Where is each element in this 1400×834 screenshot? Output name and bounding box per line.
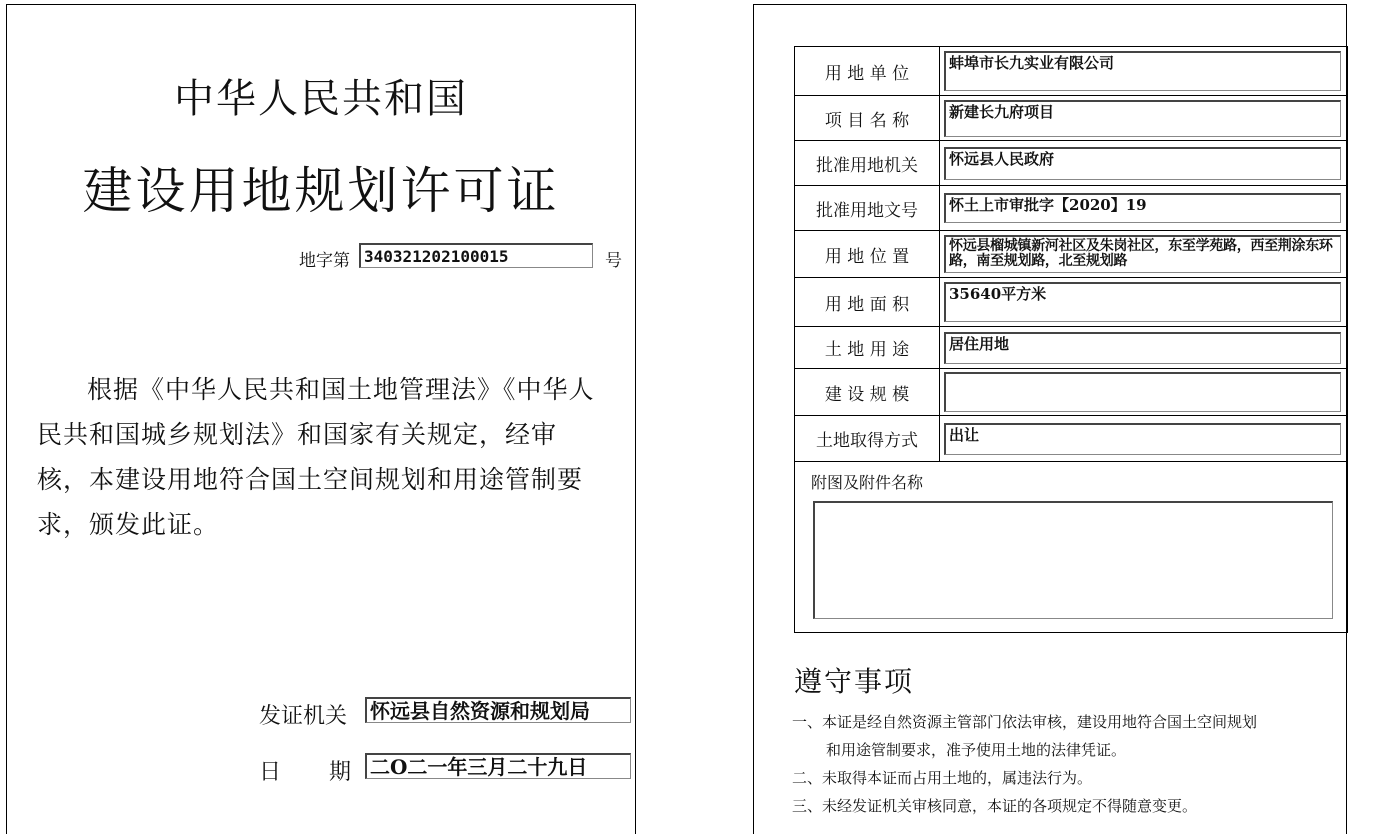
row-label: 批准用地机关 [795,141,940,186]
notice-item-3: 三、未经发证机关审核同意，本证的各项规定不得随意变更。 [792,797,1198,815]
notice-item-1-continued: 和用途管制要求，准予使用土地的法律凭证。 [826,741,1127,759]
date-label-char-1: 日 [259,760,282,785]
table-row [795,369,1348,416]
row-label: 批准用地文号 [795,186,940,231]
attachments-label: 附图及附件名称 [811,473,924,492]
notice-list [792,708,1342,820]
land-area-field[interactable]: 35640平方米 [944,282,1341,322]
table-row [795,416,1348,462]
table-row [795,47,1348,96]
certificate-body-text: 根据《中华人民共和国土地管理法》《中华人民共和国城乡规划法》和国家有关规定，经审核，本建设用地符合国土空间规划和用途管制要求，颁发此证。 [37,375,595,539]
number-prefix: 地字第 [299,251,350,271]
land-user-field[interactable]: 蚌埠市长九实业有限公司 [944,51,1341,91]
issuer-field[interactable]: 怀远县自然资源和规划局 [365,697,631,723]
table-row [795,278,1348,327]
attachments-field[interactable] [813,501,1333,619]
certificate-title: 建设用地规划许可证 [82,162,560,220]
certificate-front-page [6,4,636,834]
table-row [795,96,1348,141]
row-label: 用 地 面 积 [795,278,940,327]
date-field[interactable]: 二O二一年三月二十九日 [365,753,631,779]
notice-title: 遵守事项 [794,665,915,698]
row-label: 用 地 单 位 [795,47,940,96]
certificate-details-page [753,4,1347,834]
approval-doc-number-field[interactable]: 怀土上市审批字【2020】19 [944,193,1341,223]
row-label: 土地取得方式 [795,416,940,462]
land-info-table [794,46,1348,633]
notice-item-1: 一、本证是经自然资源主管部门依法审核，建设用地符合国土空间规划 [792,713,1258,731]
table-row [795,186,1348,231]
number-suffix: 号 [605,251,622,271]
row-label: 建 设 规 模 [795,369,940,416]
land-use-field[interactable]: 居住用地 [944,332,1341,364]
table-row [795,327,1348,369]
certificate-number-field[interactable]: 340321202100015 [359,243,593,268]
issuer-label: 发证机关 [259,704,348,729]
table-row [795,231,1348,278]
land-location-field[interactable]: 怀远县榴城镇新河社区及朱岗社区，东至学苑路，西至荆涂东环路，南至规划路，北至规划路 [944,235,1341,273]
date-label-char-2: 期 [329,760,352,785]
land-acquisition-method-field[interactable]: 出让 [944,423,1341,455]
project-name-field[interactable]: 新建长九府项目 [944,100,1341,137]
attachments-cell [795,462,1348,633]
table-row [795,141,1348,186]
nation-heading: 中华人民共和国 [174,76,468,122]
row-label: 土 地 用 途 [795,327,940,369]
table-row [795,462,1348,633]
row-label: 项 目 名 称 [795,96,940,141]
row-label: 用 地 位 置 [795,231,940,278]
construction-scale-field[interactable] [944,372,1341,412]
notice-item-2: 二、未取得本证而占用土地的，属违法行为。 [792,769,1093,787]
approving-authority-field[interactable]: 怀远县人民政府 [944,147,1341,180]
